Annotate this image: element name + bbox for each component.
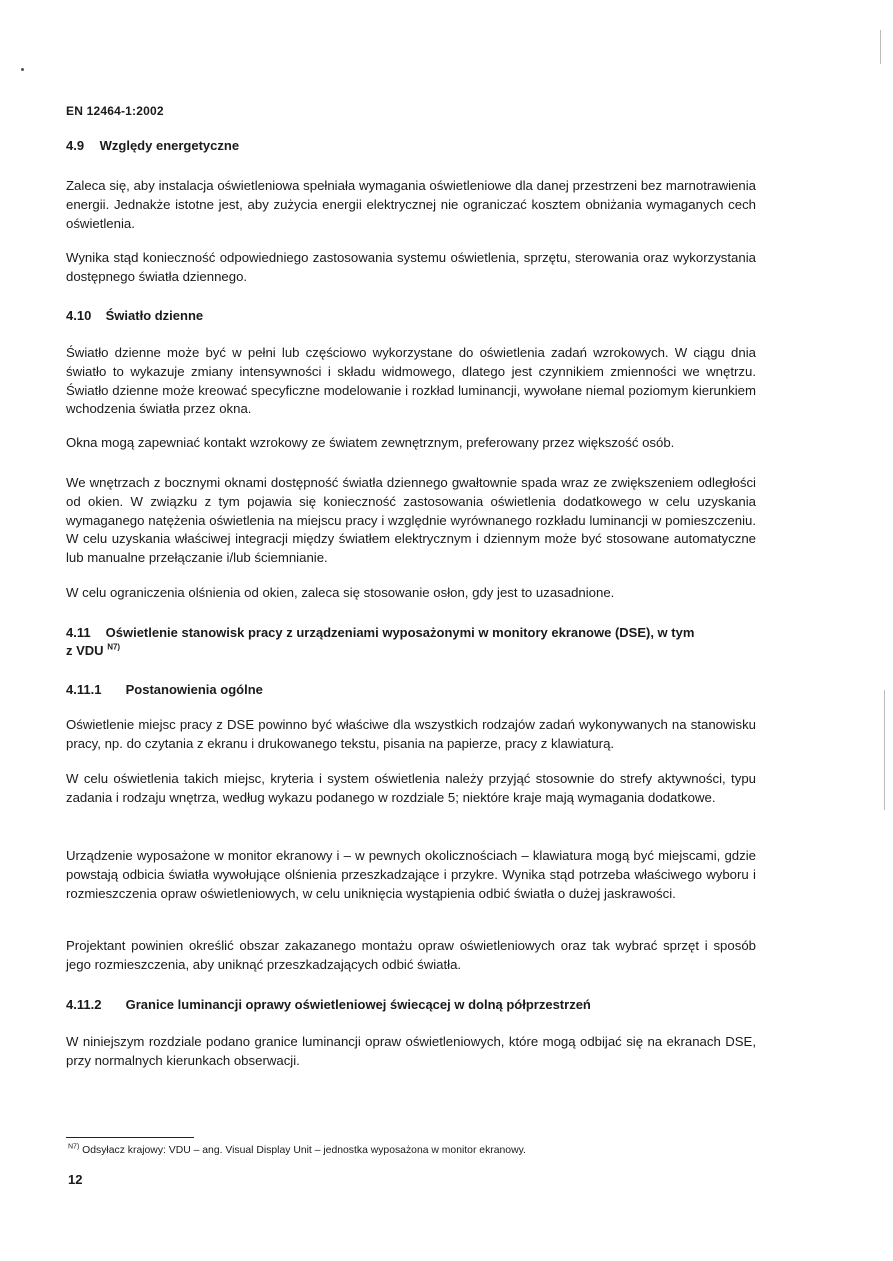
heading-title: Względy energetyczne: [99, 138, 240, 153]
paragraph: Wynika stąd konieczność odpowiedniego zastosowania systemu oświetlenia, sprzętu, sterowania oraz wykorzystania dostępnego światła dziennego.: [66, 250, 756, 284]
footnote: [68, 1145, 526, 1156]
heading-number: 4.9: [66, 138, 85, 153]
heading-title: Oświetlenie stanowisk pracy z urządzeniami wyposażonymi w monitory ekranowe (DSE), w tym: [105, 625, 695, 640]
heading-number: 4.11.1: [66, 682, 102, 697]
heading-4-10: [66, 308, 203, 323]
footnote-reference: N7): [107, 642, 121, 652]
scan-edge-mark: [884, 690, 885, 810]
heading-title: Granice luminancji oprawy oświetleniowej świecącej w dolną półprzestrzeń: [125, 997, 591, 1012]
paragraph: Światło dzienne może być w pełni lub częściowo wykorzystane do oświetlenia zadań wzrokowych. W ciągu dnia światło to wykazuje zmiany intensywności i składu widmowego, dlatego jest czynnikiem zmienności we wnętrzu. Światło dzienne może kreować specyficzne modelowanie i rozkład luminancji, wywołane niemal poziomym kierunkiem wchodzenia światła przez okna.: [66, 345, 756, 417]
paragraph: Urządzenie wyposażone w monitor ekranowy i – w pewnych okolicznościach – klawiatura mogą być miejscami, gdzie powstają odbicia światła wywołujące olśnienia przeszkadzające i przykre. Wynika stąd potrzeba właściwego wyboru i rozmieszczenia opraw oświetleniowych, w celu uniknięcia wystąpienia odbić światła o dużej jaskrawości.: [66, 848, 756, 901]
heading-4-11-2: [66, 997, 591, 1012]
paragraph: W celu ograniczenia olśnienia od okien, zaleca się stosowanie osłon, gdy jest to uzasadnione.: [66, 585, 615, 600]
footnote-divider: [66, 1137, 194, 1138]
heading-4-11: [66, 624, 766, 660]
paragraph: We wnętrzach z bocznymi oknami dostępność światła dziennego gwałtownie spada wraz ze zwiększeniem odległości od okien. W związku z tym pojawia się konieczność zastosowania oświetlenia dodatkowego w celu uzyskania wymaganego natężenia oświetlenia na miejscu pracy i względnie wyrównanego rozkładu luminancji w pomieszczeniu. W celu uzyskania właściwej integracji między światłem elektrycznym i dziennym może być stosowane automatyczne lub manualne przełączanie i/lub ściemnianie.: [66, 475, 756, 566]
heading-title-cont: z VDU: [66, 643, 104, 658]
paragraph: Okna mogą zapewniać kontakt wzrokowy ze światem zewnętrznym, preferowany przez większość osób.: [66, 435, 675, 450]
heading-number: 4.11.2: [66, 997, 102, 1012]
heading-4-11-1: [66, 682, 263, 697]
footnote-mark: N7): [68, 1143, 80, 1151]
paragraph: Zaleca się, aby instalacja oświetleniowa spełniała wymagania oświetleniowe dla danej przestrzeni bez marnotrawienia energii. Jednakże istotne jest, aby zużycia energii elektrycznej nie ograniczać kosztem obniżania wymaganych cech oświetlenia.: [66, 178, 756, 231]
heading-number: 4.10: [66, 308, 92, 323]
scan-edge-mark: [880, 30, 881, 64]
paragraph: W celu oświetlenia takich miejsc, kryteria i system oświetlenia należy przyjąć stosownie do strefy aktywności, typu zadania i rodzaju wnętrza, według wykazu podanego w rozdziale 5; niektóre kraje mają wymagania dodatkowe.: [66, 771, 756, 805]
heading-title: Postanowienia ogólne: [125, 682, 263, 697]
scan-speck: [21, 68, 24, 71]
paragraph: Oświetlenie miejsc pracy z DSE powinno być właściwe dla wszystkich rodzajów zadań wykonywanych na stanowisku pracy, np. do czytania z ekranu i drukowanego tekstu, pisania na papierze, pracy z klawiaturą.: [66, 717, 756, 751]
paragraph: Projektant powinien określić obszar zakazanego montażu opraw oświetleniowych oraz tak wybrać sprzęt i sposób jego rozmieszczenia, aby uniknąć przeszkadzających odbić światła.: [66, 938, 756, 972]
footnote-text: Odsyłacz krajowy: VDU – ang. Visual Display Unit – jednostka wyposażona w monitor ekranowy.: [82, 1145, 526, 1156]
heading-title: Światło dzienne: [105, 308, 204, 323]
page-number: 12: [68, 1172, 83, 1187]
paragraph: W niniejszym rozdziale podano granice luminancji opraw oświetleniowych, które mogą odbijać się na ekranach DSE, przy normalnych kierunkach obserwacji.: [66, 1034, 756, 1068]
document-id: EN 12464-1:2002: [66, 104, 164, 118]
heading-4-9: [66, 138, 239, 153]
heading-number: 4.11: [66, 625, 91, 640]
